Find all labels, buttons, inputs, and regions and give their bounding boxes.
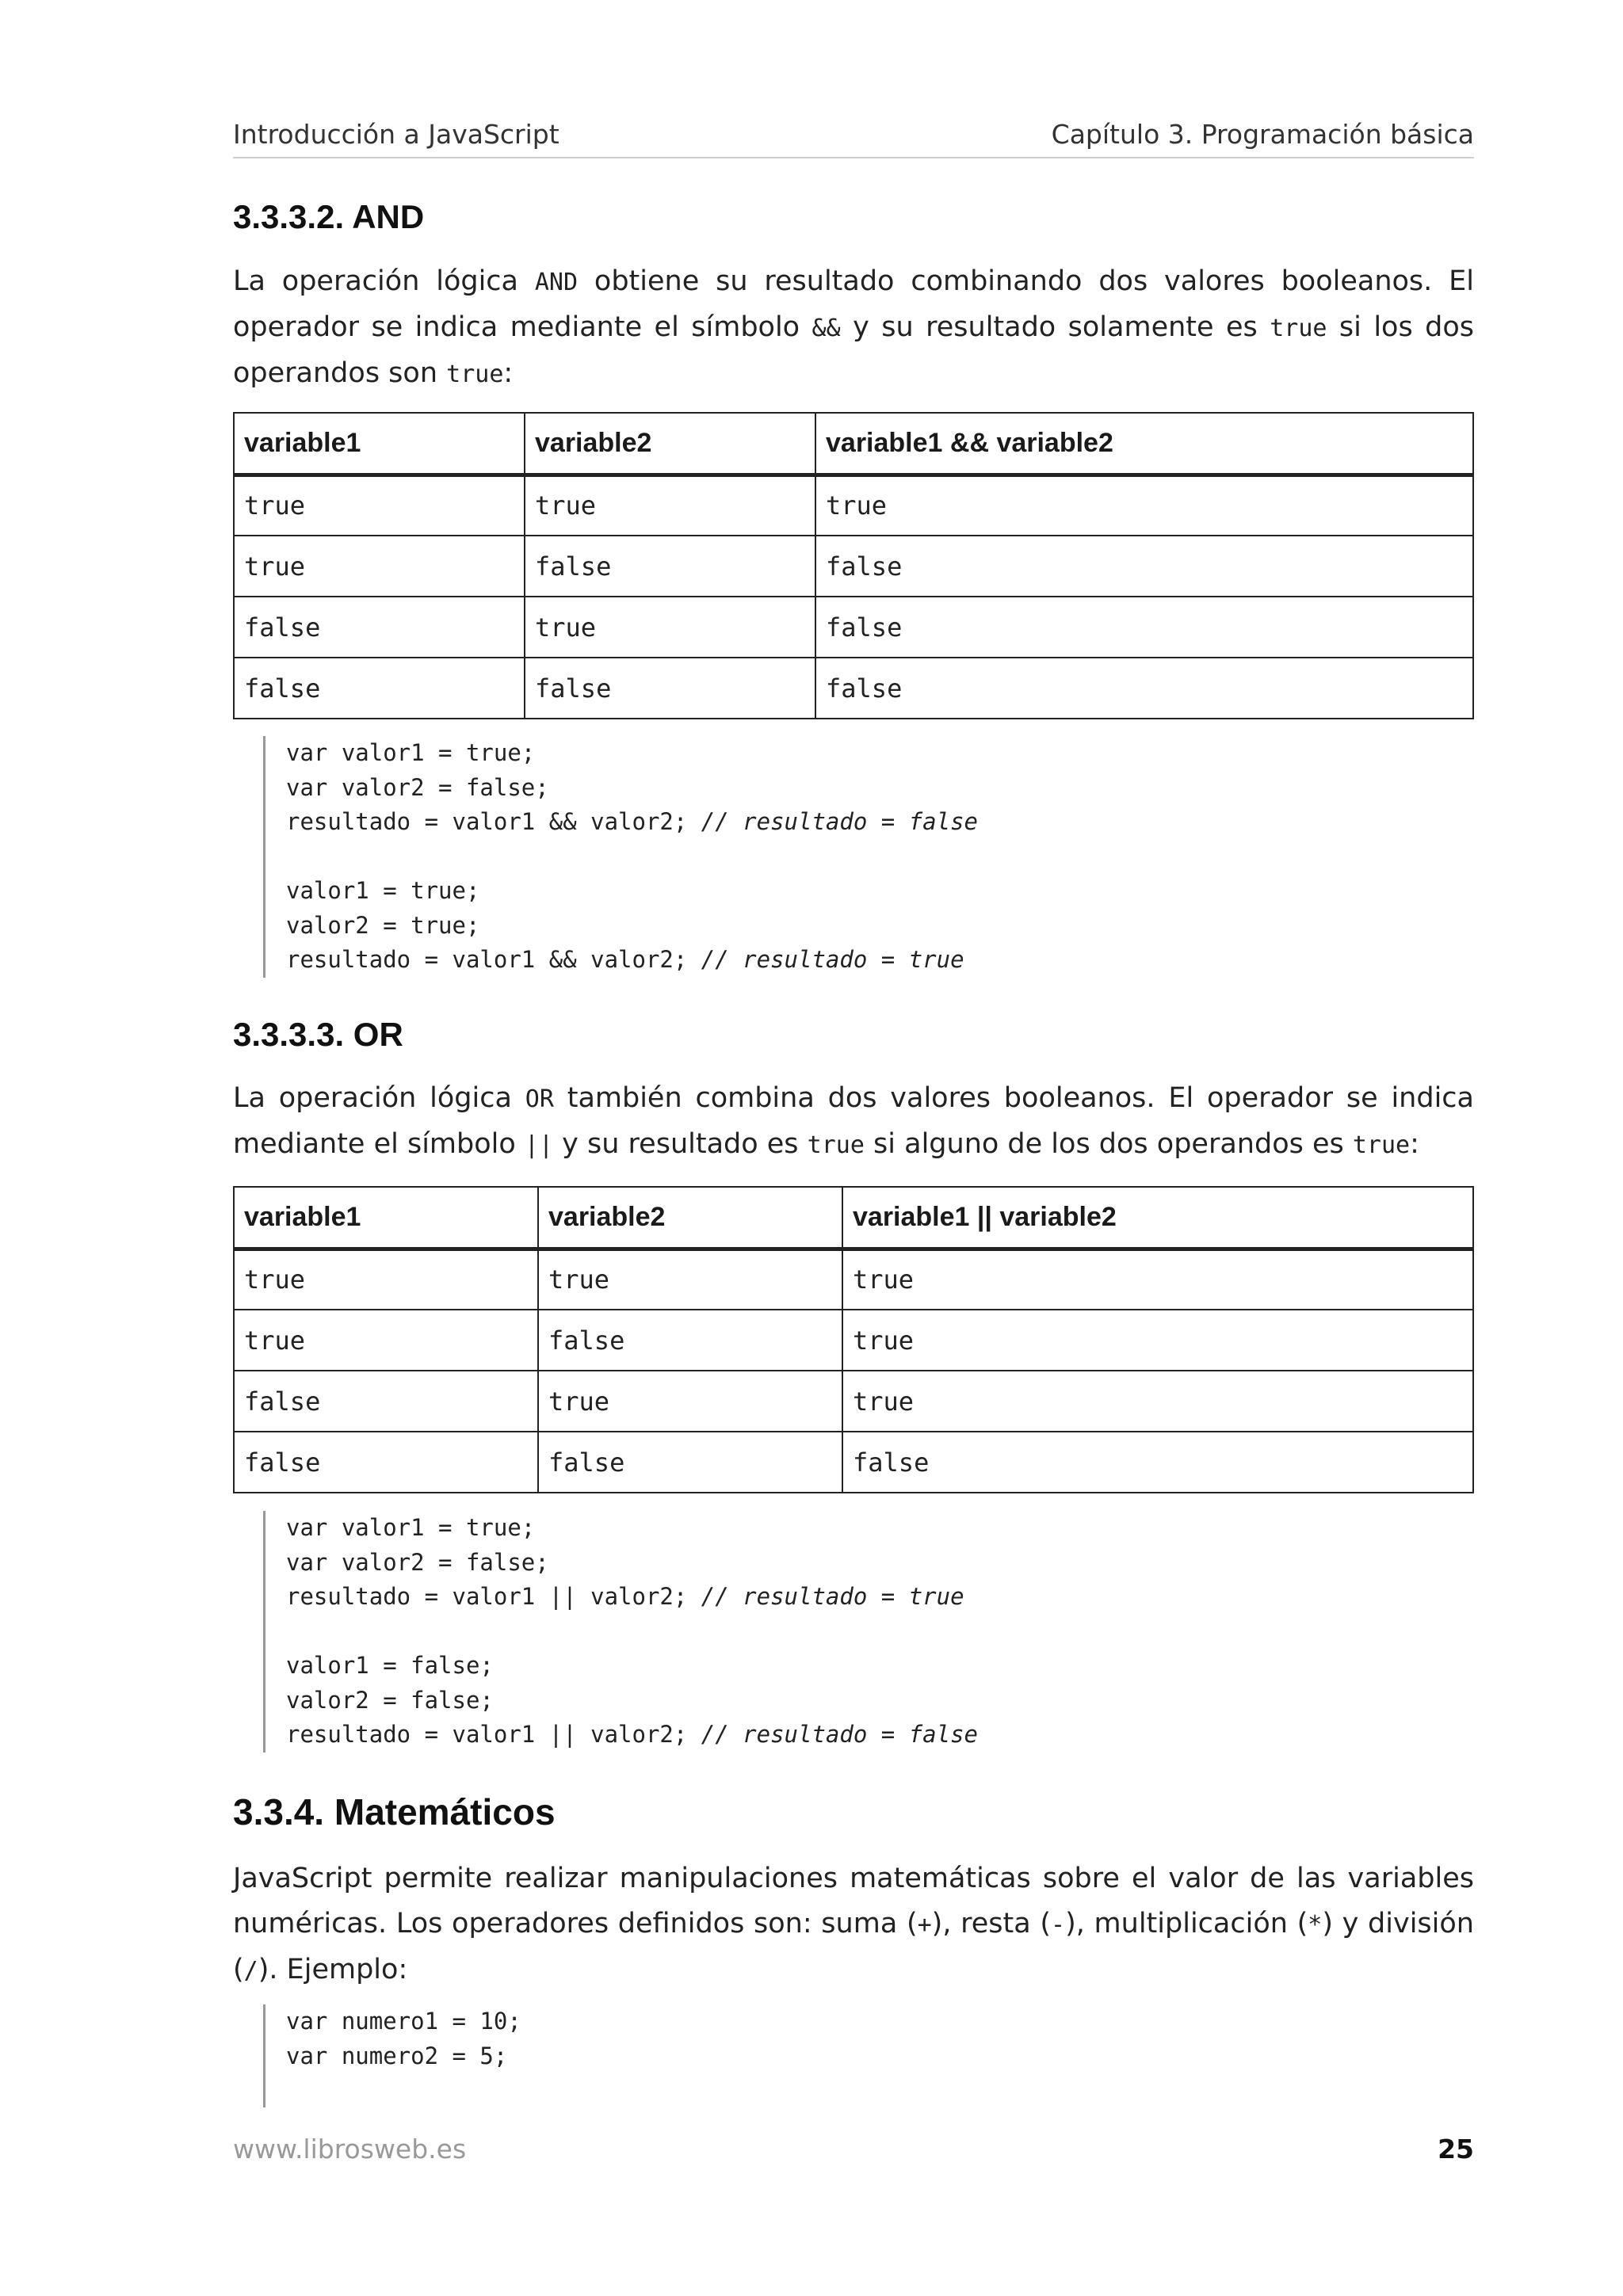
code-line (286, 874, 978, 909)
code-line (286, 2039, 521, 2074)
code-text: var numero1 = 10; (286, 2008, 521, 2035)
para-text: JavaScript permite realizar manipulaciones matemáticas sobre el valor de las variables numéricas. Los operadores definidos son: suma ( (233, 1863, 1474, 1939)
para-text: La operación lógica (233, 1082, 525, 1114)
table-cell: false (815, 536, 1473, 597)
paragraph-and (233, 259, 1474, 397)
code-line (286, 840, 978, 875)
table-cell: true (538, 1371, 842, 1432)
table-cell: false (234, 597, 525, 658)
code-line (286, 736, 978, 771)
code-line (286, 1615, 978, 1650)
table-cell: false (842, 1432, 1473, 1493)
table-cell: true (234, 1310, 538, 1371)
para-text: La operación lógica (233, 265, 535, 297)
table-cell: false (538, 1310, 842, 1371)
code-comment: // resultado = false (701, 808, 978, 835)
table-row (234, 597, 1473, 658)
table-cell: true (234, 536, 525, 597)
table-cell: false (234, 1371, 538, 1432)
table-cell: true (234, 475, 525, 536)
code-comment: // resultado = true (701, 946, 964, 973)
table-cell: true (842, 1310, 1473, 1371)
inline-code: + (917, 1911, 932, 1939)
inline-code: - (1051, 1911, 1066, 1939)
table-cell: true (538, 1249, 842, 1310)
inline-code: || (524, 1131, 554, 1159)
para-text: si los dos operandos son (233, 311, 1474, 389)
section-heading-and: 3.3.3.2. AND (233, 198, 425, 235)
code-line (286, 1511, 978, 1546)
inline-code: true (807, 1131, 865, 1159)
column-header: variable2 (525, 413, 815, 475)
code-text: var valor2 = false; (286, 1548, 549, 1576)
column-header: variable1 (234, 1187, 538, 1249)
code-text: var numero2 = 5; (286, 2042, 508, 2069)
table-cell: false (815, 658, 1473, 719)
inline-code: && (812, 315, 841, 342)
table-row (234, 536, 1473, 597)
code-line (286, 1546, 978, 1581)
table-cell: false (525, 536, 815, 597)
para-text: si alguno de los dos operandos es (864, 1128, 1353, 1160)
table-row (234, 1432, 1473, 1493)
table-cell: false (525, 658, 815, 719)
chapter-title: Capítulo 3. Programación básica (1051, 119, 1474, 150)
code-line (286, 771, 978, 806)
para-text: : (503, 357, 514, 389)
inline-code: OR (525, 1085, 554, 1113)
table-cell: true (234, 1249, 538, 1310)
table-row (234, 1310, 1473, 1371)
table-cell: true (842, 1249, 1473, 1310)
site-url: www.librosweb.es (233, 2134, 467, 2164)
book-title: Introducción a JavaScript (233, 119, 559, 150)
code-text: resultado = valor1 && valor2; (286, 946, 701, 973)
code-text: valor1 = false; (286, 1652, 494, 1679)
inline-code: true (1352, 1131, 1411, 1159)
code-text: var valor1 = true; (286, 739, 536, 766)
page-footer (233, 2134, 1474, 2173)
table-cell: true (525, 475, 815, 536)
para-text: ) y división ( (233, 1908, 1474, 1985)
table-cell: false (538, 1432, 842, 1493)
column-header: variable1 (234, 413, 525, 475)
column-header: variable1 || variable2 (842, 1187, 1473, 1249)
para-text: ). Ejemplo: (258, 1954, 408, 1985)
inline-code: true (446, 360, 504, 388)
table-row (234, 658, 1473, 719)
para-text: : (1410, 1128, 1419, 1160)
inline-code: AND (534, 269, 579, 296)
para-text: ), resta ( (931, 1908, 1052, 1939)
para-text: y su resultado solamente es (840, 311, 1270, 343)
code-text: valor2 = false; (286, 1686, 494, 1714)
code-line (286, 943, 978, 978)
table-header-row (234, 413, 1473, 475)
code-line (286, 909, 978, 944)
truth-table-or (233, 1186, 1474, 1493)
paragraph-matematicos (233, 1856, 1474, 1993)
code-comment: // resultado = false (701, 1721, 978, 1748)
code-line (286, 2004, 521, 2039)
para-text: y su resultado es (553, 1128, 808, 1160)
inline-code: / (243, 1957, 258, 1985)
code-text: resultado = valor1 || valor2; (286, 1721, 701, 1748)
code-text: valor2 = true; (286, 911, 480, 939)
code-comment: // resultado = true (701, 1583, 964, 1610)
code-line (286, 1684, 978, 1718)
code-text: resultado = valor1 && valor2; (286, 808, 701, 835)
table-row (234, 1249, 1473, 1310)
para-text: ), multiplicación ( (1065, 1908, 1308, 1939)
table-row (234, 475, 1473, 536)
inline-code: true (1270, 315, 1327, 342)
paragraph-or (233, 1076, 1474, 1168)
table-cell: true (525, 597, 815, 658)
table-cell: false (234, 658, 525, 719)
table-header-row (234, 1187, 1473, 1249)
table-cell: false (815, 597, 1473, 658)
truth-table-and (233, 412, 1474, 719)
code-line (286, 805, 978, 840)
code-block-matematicos (263, 2004, 521, 2107)
code-block-or (263, 1511, 978, 1753)
code-text: var valor2 = false; (286, 773, 549, 801)
code-block-and (263, 736, 978, 978)
table-cell: true (842, 1371, 1473, 1432)
code-text: var valor1 = true; (286, 1514, 536, 1541)
code-line (286, 1718, 978, 1753)
running-header (233, 119, 1474, 158)
column-header: variable2 (538, 1187, 842, 1249)
table-row (234, 1371, 1473, 1432)
code-text: valor1 = true; (286, 877, 480, 904)
code-line (286, 1649, 978, 1684)
section-heading-matematicos: 3.3.4. Matemáticos (233, 1791, 556, 1833)
code-text: resultado = valor1 || valor2; (286, 1583, 701, 1610)
section-heading-or: 3.3.3.3. OR (233, 1016, 403, 1053)
table-cell: false (234, 1432, 538, 1493)
inline-code: * (1308, 1911, 1323, 1939)
column-header: variable1 && variable2 (815, 413, 1473, 475)
code-line (286, 1580, 978, 1615)
para-text: también combina dos valores booleanos. El operador se indica mediante el símbolo (233, 1082, 1474, 1160)
table-cell: true (815, 475, 1473, 536)
para-text: obtiene su resultado combinando dos valores booleanos. El operador se indica mediante el símbolo (233, 265, 1474, 343)
page-number: 25 (1438, 2134, 1474, 2164)
